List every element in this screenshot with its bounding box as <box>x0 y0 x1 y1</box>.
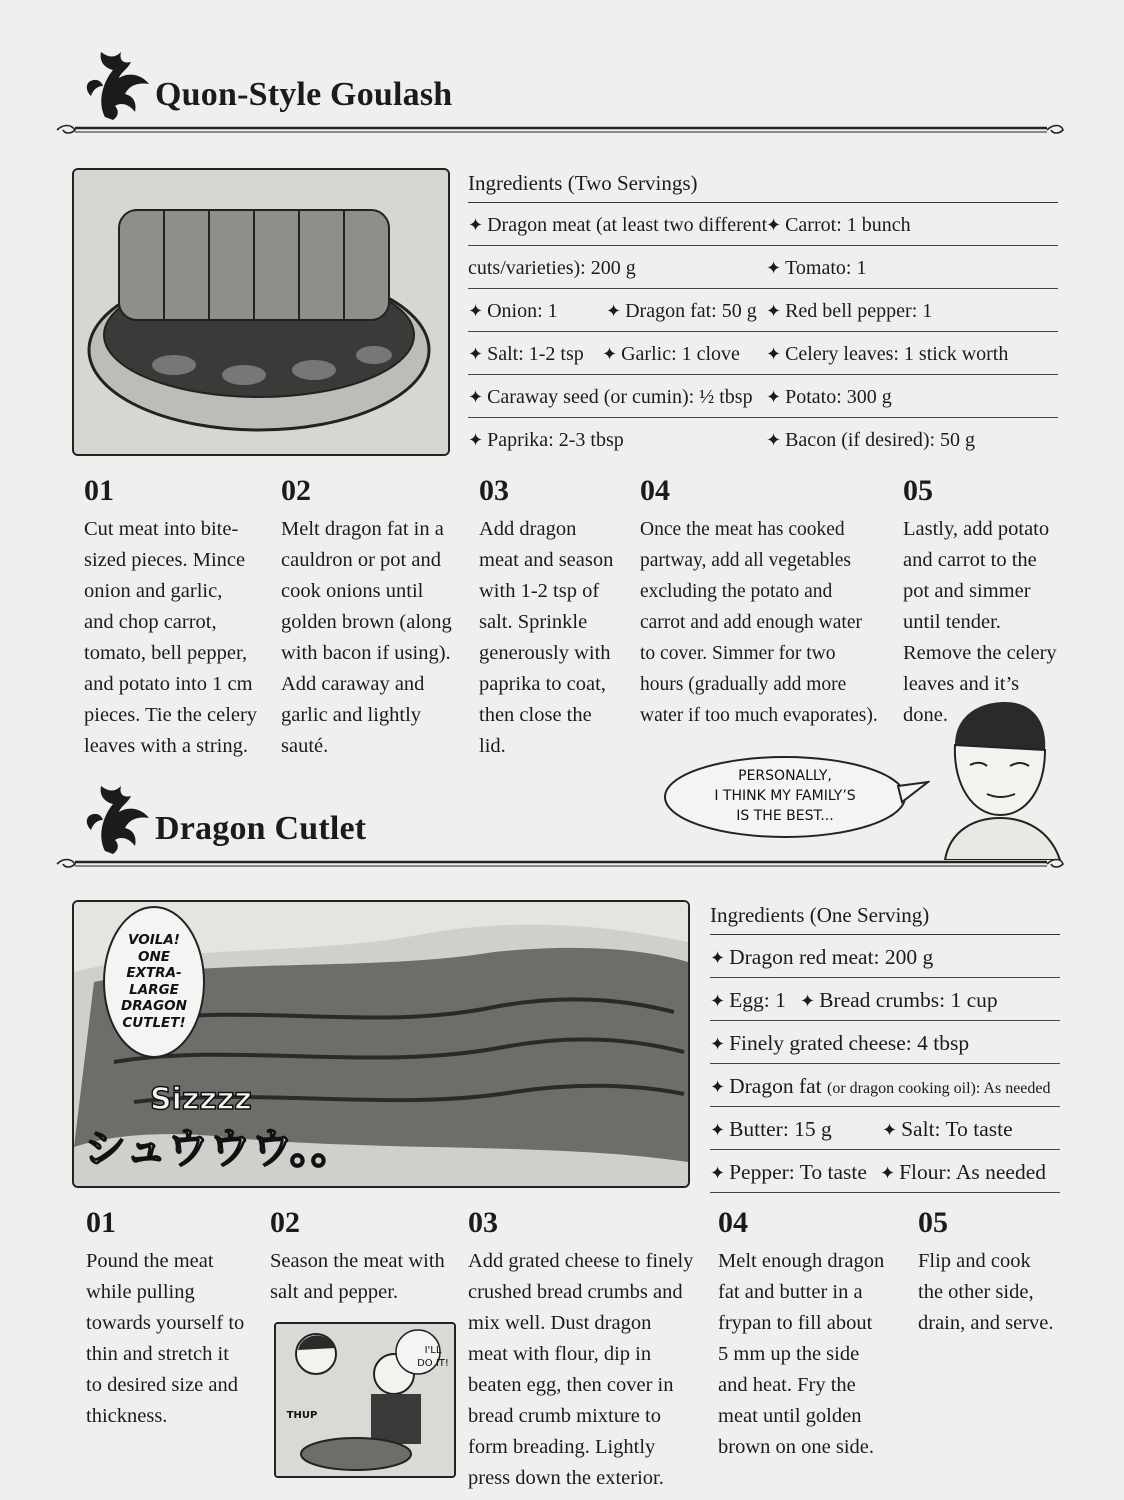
ingredient-item: ✦ Tomato: 1 <box>766 257 867 279</box>
step-number: 01 <box>84 474 114 507</box>
cutlet-step <box>270 1204 460 1308</box>
ingredient-item: ✦ Onion: 1 <box>468 300 558 322</box>
ingredient-item: ✦ Salt: To taste <box>882 1117 1013 1141</box>
step-text: Add grated cheese to finely crushed bread crumbs and mix well. Dust dragon meat with flour, dip in beaten egg, then cover in bread crumb mixture to form breading. Lightly press down the exterior. <box>468 1250 694 1489</box>
ingredient-item: ✦ Dragon fat (or dragon cooking oil): As needed <box>710 1074 1051 1098</box>
star-bullet-icon: ✦ <box>800 991 816 1011</box>
dragon-fat-note: (or dragon cooking oil): As needed <box>827 1080 1051 1097</box>
star-bullet-icon: ✦ <box>880 1163 896 1183</box>
ingredient-row <box>710 1064 1060 1107</box>
cutlet-title: Dragon Cutlet <box>155 810 367 847</box>
ingredient-row <box>710 1107 1060 1150</box>
thup-sfx: THUP <box>286 1410 318 1421</box>
ingredient-row <box>468 289 1058 332</box>
star-bullet-icon: ✦ <box>766 258 782 278</box>
goulash-step <box>84 472 269 762</box>
step-number: 05 <box>918 1206 948 1239</box>
ingredient-row <box>710 1021 1060 1064</box>
ingredient-row <box>468 418 1058 460</box>
star-bullet-icon: ✦ <box>710 1120 726 1140</box>
dragon-emblem-icon <box>75 776 155 856</box>
goulash-title-block <box>55 42 1065 142</box>
star-bullet-icon: ✦ <box>766 344 782 364</box>
goulash-ingredients-header: Ingredients (Two Servings) <box>468 168 1058 203</box>
ingredient-row <box>468 332 1058 375</box>
dragon-emblem-icon <box>75 42 155 122</box>
step-text: Lastly, add potato and carrot to the pot and simmer until tender. Remove the celery leaves and it’s done. <box>903 518 1057 726</box>
ingredient-item: ✦ Flour: As needed <box>880 1160 1046 1184</box>
star-bullet-icon: ✦ <box>710 1034 726 1054</box>
goulash-title: Quon-Style Goulash <box>155 76 453 113</box>
goulash-bowl-drawing <box>74 170 448 454</box>
star-bullet-icon: ✦ <box>710 991 726 1011</box>
cutlet-step <box>718 1204 908 1463</box>
cutlet-title-block <box>55 776 1065 876</box>
ingredient-item: ✦ Red bell pepper: 1 <box>766 300 933 322</box>
ingredient-row <box>468 246 1058 289</box>
ingredient-item: ✦ Bread crumbs: 1 cup <box>800 988 998 1012</box>
speech-bubble-text: PERSONALLY, I THINK MY FAMILY’S IS THE BEST... <box>714 768 856 824</box>
ill-do-it-text: I'LL DO IT! <box>417 1345 449 1369</box>
goulash-step <box>640 472 895 731</box>
step-text: Season the meat with salt and pepper. <box>270 1250 445 1303</box>
step-text: Flip and cook the other side, drain, and serve. <box>918 1250 1054 1334</box>
ingredient-item: ✦ Paprika: 2-3 tbsp <box>468 429 624 451</box>
ingredient-item: ✦ Celery leaves: 1 stick worth <box>766 343 1009 365</box>
step-text: Add dragon meat and season with 1-2 tsp of salt. Sprinkle generously with paprika to coat, then close the lid. <box>479 518 614 757</box>
goulash-illustration <box>72 168 450 456</box>
cutlet-ingredients-header: Ingredients (One Serving) <box>710 900 1060 935</box>
star-bullet-icon: ✦ <box>766 430 782 450</box>
step-text: Melt dragon fat in a cauldron or pot and cook onions until golden brown (along with bacon if using). Add caraway and garlic and lightly sauté. <box>281 518 452 757</box>
step-text: Once the meat has cooked partway, add all vegetables excluding the potato and carrot and add enough water to cover. Simmer for two hours (gradually add more water if too much evaporates). <box>640 519 878 726</box>
step-number: 03 <box>468 1206 498 1239</box>
ingredient-item: ✦ Caraway seed (or cumin): ½ tbsp <box>468 386 753 408</box>
star-bullet-icon: ✦ <box>710 1163 726 1183</box>
step-number: 02 <box>281 474 311 507</box>
ingredient-item: ✦ Butter: 15 g <box>710 1117 832 1141</box>
ingredient-item: ✦ Salt: 1-2 tsp <box>468 343 584 365</box>
goulash-step <box>281 472 466 762</box>
ingredient-item: ✦ Dragon red meat: 200 g <box>710 945 934 969</box>
ingredient-item: ✦ Potato: 300 g <box>766 386 892 408</box>
star-bullet-icon: ✦ <box>766 215 782 235</box>
ingredient-item: ✦ Garlic: 1 clove <box>602 343 740 365</box>
star-bullet-icon: ✦ <box>710 948 726 968</box>
ingredient-item: ✦ Pepper: To taste <box>710 1160 867 1184</box>
step-number: 05 <box>903 474 933 507</box>
cutlet-step <box>468 1204 708 1494</box>
star-bullet-icon: ✦ <box>710 1077 726 1097</box>
star-bullet-icon: ✦ <box>606 301 622 321</box>
step-text: Pound the meat while pulling towards yourself to thin and stretch it to desired size and thickness. <box>86 1250 245 1427</box>
star-bullet-icon: ✦ <box>766 387 782 407</box>
ingredient-item: cuts/varieties): 200 g <box>468 257 636 279</box>
sizzle-kana-sfx: シュウウウ。。 <box>84 1124 353 1173</box>
cutlet-step <box>86 1204 261 1432</box>
title-rule <box>55 856 1065 870</box>
ingredient-row <box>710 1150 1060 1193</box>
step-number: 04 <box>718 1206 748 1239</box>
ingredient-item: ✦ Dragon fat: 50 g <box>606 300 757 322</box>
step-number: 01 <box>86 1206 116 1239</box>
star-bullet-icon: ✦ <box>602 344 618 364</box>
step-text: Cut meat into bite- sized pieces. Mince onion and garlic, and chop carrot, tomato, bell pepper, and potato into 1 cm pieces. Tie the celery leaves with a string. <box>84 518 258 757</box>
ingredient-item: ✦ Bacon (if desired): 50 g <box>766 429 976 451</box>
sizzle-sfx: Sizzzz <box>150 1082 252 1117</box>
voila-speech-text: VOILA! ONE EXTRA- LARGE DRAGON CUTLET! <box>121 932 187 1031</box>
ingredient-row <box>710 935 1060 978</box>
ingredient-row <box>468 203 1058 246</box>
star-bullet-icon: ✦ <box>468 430 484 450</box>
cutlet-step <box>918 1204 1078 1339</box>
ingredient-row <box>468 375 1058 418</box>
star-bullet-icon: ✦ <box>468 215 484 235</box>
title-rule <box>55 122 1065 136</box>
step-number: 03 <box>479 474 509 507</box>
goulash-step <box>479 472 629 762</box>
ingredient-row <box>710 978 1060 1021</box>
ingredient-item: ✦ Egg: 1 <box>710 988 786 1012</box>
cutlet-ingredients <box>710 900 1060 1193</box>
star-bullet-icon: ✦ <box>766 301 782 321</box>
star-bullet-icon: ✦ <box>882 1120 898 1140</box>
ingredient-item: ✦ Finely grated cheese: 4 tbsp <box>710 1031 970 1055</box>
goulash-ingredients <box>468 168 1058 460</box>
star-bullet-icon: ✦ <box>468 344 484 364</box>
star-bullet-icon: ✦ <box>468 301 484 321</box>
step-number: 04 <box>640 474 670 507</box>
ingredient-item: ✦ Dragon meat (at least two different <box>468 214 768 236</box>
star-bullet-icon: ✦ <box>468 387 484 407</box>
step-text: Melt enough dragon fat and butter in a frypan to fill about 5 mm up the side and heat. Fry the meat until golden brown on one side. <box>718 1250 885 1458</box>
ingredient-item: ✦ Carrot: 1 bunch <box>766 214 911 236</box>
step-number: 02 <box>270 1206 300 1239</box>
